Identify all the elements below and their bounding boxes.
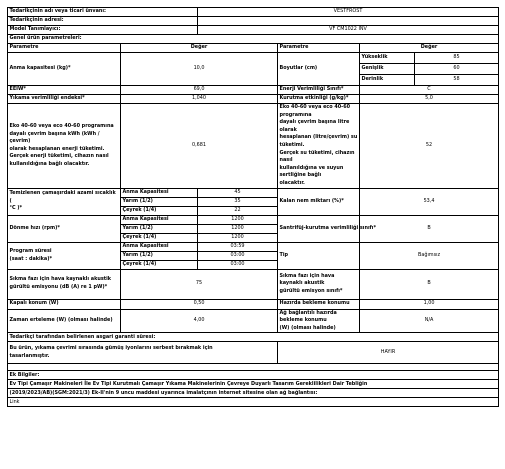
standby-mode-label: Hazırda bekleme konumu — [278, 299, 360, 309]
warranty-header: Tedarikçi tarafından belirlenen asgari garanti süresi: — [8, 333, 499, 342]
supplier-address-value — [198, 17, 499, 26]
silver-ion-value: HAYIR — [278, 342, 499, 364]
standby-mode-value: 1,00 — [360, 299, 499, 309]
networked-standby-label — [278, 309, 360, 333]
noise-line: Sıkma fazı için hava kaynaklı akustik — [9, 276, 112, 283]
eeiw-label: EEIW* — [8, 86, 121, 95]
supplier-name-value: VESTFROST — [198, 8, 499, 17]
energy-line: dayalı çevrim başına kWh (kWh / çevrim) — [9, 130, 100, 145]
energy-class-value: C — [360, 86, 499, 95]
eeiw-value: 69,0 — [121, 86, 278, 95]
water-line: kullanıldığına ve suyun sertliğine bağlı — [279, 164, 344, 179]
water-consumption-value: 52 — [360, 104, 499, 189]
noise-line: gürültü emisyonu (dB (A) re 1 pW)* — [9, 284, 108, 291]
height-value: 85 — [415, 53, 499, 64]
duration-line: (saat : dakika)* — [9, 255, 53, 262]
parameters-table — [7, 7, 499, 407]
drying-efficiency-label: Kurutma etkinliği (g/kg)* — [278, 95, 360, 104]
extra-info-line-1: Ev Tipi Çamaşır Makineleri İle Ev Tipi Kurutmalı Çamaşır Yıkama Makinelerinin Çevreye Duyarlı Tasarım Gereklilikleri Dair Tebliğin — [8, 380, 499, 389]
depth-value: 58 — [415, 75, 499, 86]
rated-capacity-value: 10,0 — [121, 53, 278, 86]
networked-standby-value: N/A — [360, 309, 499, 333]
noise-emission-value: 75 — [121, 269, 278, 299]
noise-class-value: B — [360, 269, 499, 299]
link-label: Link — [8, 398, 499, 407]
temp-sub-value: 35 — [198, 197, 278, 206]
drying-efficiency-value: 5,0 — [360, 95, 499, 104]
water-line: hesaplanan (litre/çevrim) su tüketimi. — [279, 134, 358, 148]
param-header-right: Parametre — [278, 44, 360, 53]
value-header-right: Değer — [360, 44, 499, 53]
param-header-left: Parametre — [8, 44, 121, 53]
depth-label: Derinlik — [360, 75, 415, 86]
temp-sub-label: Yarım (1/2) — [121, 197, 198, 206]
extra-info-line-2: (2019/2023/AB)(SGM:2021/3) Ek-II'nin 9 uncu maddesi uyarınca imalatçının internet sitesine olan ağ bağlantısı: — [8, 389, 499, 398]
general-parameters-header: Genel ürün parametreleri: — [8, 35, 499, 44]
spin-sub-label: Çeyrek (1/4) — [121, 233, 198, 242]
noise-emission-label — [8, 269, 121, 299]
product-information-sheet — [7, 7, 499, 407]
temp-sub-label: Anma Kapasitesi — [121, 188, 198, 197]
energy-line: olarak hesaplanan enerji tüketimi. — [9, 145, 105, 152]
duration-sub-label: Çeyrek (1/4) — [121, 260, 198, 269]
energy-line: Eko 40-60 veya eco 40-60 programına — [9, 122, 114, 129]
height-label: Yükseklik — [360, 53, 415, 64]
temp-sub-label: Çeyrek (1/4) — [121, 206, 198, 215]
supplier-address-label: Tedarikçinin adresi: — [8, 17, 198, 26]
spin-sub-label: Yarım (1/2) — [121, 224, 198, 233]
temp-sub-value: 22 — [198, 206, 278, 215]
rated-capacity-label: Anma kapasitesi (kg)* — [8, 53, 121, 86]
energy-line: Gerçek enerji tüketimi, cihazın nasıl — [9, 153, 109, 160]
type-label: Tip — [278, 242, 360, 269]
off-mode-value: 0,50 — [121, 299, 278, 309]
width-value: 60 — [415, 64, 499, 75]
spin-sub-value: 1200 — [198, 215, 278, 224]
temp-line: Temizlenen çamaşırdaki azami sıcaklık ( — [9, 190, 116, 204]
duration-sub-value: 03:59 — [198, 242, 278, 251]
silver-line: Bu ürün, yıkama çevrimi sırasında gümüş iyonlarını serbest bırakmak için — [9, 345, 213, 352]
model-value: VF CM1022 INV — [198, 26, 499, 35]
extra-info-title: Ek Bilgiler: — [8, 371, 499, 380]
off-mode-label: Kapalı konum (W) — [8, 299, 121, 309]
energy-consumption-label — [8, 104, 121, 189]
dimensions-label: Boyutlar (cm) — [278, 53, 360, 86]
remaining-moisture-value: 53,4 — [360, 188, 499, 215]
delay-start-value: 4,00 — [121, 309, 278, 333]
noise-class-line: gürültü emisyon sınıfı* — [279, 287, 343, 294]
washing-index-value: 1,040 — [121, 95, 278, 104]
temp-line: °C )* — [9, 205, 23, 212]
network-line: Ağ bağlantılı hazırda bekleme konumu — [279, 309, 337, 324]
temp-sub-value: 45 — [198, 188, 278, 197]
noise-class-line: Sıkma fazı için hava kaynaklı akustik — [279, 272, 335, 287]
energy-consumption-value: 0,681 — [121, 104, 278, 189]
spin-class-value: B — [360, 215, 499, 242]
energy-class-label: Enerji Verimliliği Sınıfı* — [278, 86, 360, 95]
remaining-moisture-label: Kalan nem miktarı (%)* — [278, 188, 360, 215]
water-line: Gerçek su tüketimi, cihazın nasıl — [279, 149, 355, 164]
spin-speed-label: Dönme hızı (rpm)* — [8, 215, 121, 242]
spin-class-label: Santrifüj-kurutma verimliliği sınıfı* — [278, 215, 360, 242]
value-header-left: Değer — [121, 44, 278, 53]
spin-sub-label: Anma Kapasitesi — [121, 215, 198, 224]
spin-sub-value: 1200 — [198, 224, 278, 233]
duration-sub-label: Anma Kapasitesi — [121, 242, 198, 251]
duration-sub-value: 03:00 — [198, 251, 278, 260]
silver-line: tasarlanmıştır. — [9, 352, 50, 359]
water-line: dayalı çevrim başına litre olarak — [279, 119, 350, 133]
water-line: Eko 40-60 veya eco 40-60 programına — [279, 104, 350, 118]
duration-sub-label: Yarım (1/2) — [121, 251, 198, 260]
width-label: Genişlik — [360, 64, 415, 75]
program-duration-label — [8, 242, 121, 269]
water-line: olacaktır. — [279, 179, 305, 186]
water-consumption-label — [278, 104, 360, 189]
type-value: Bağımsız — [360, 242, 499, 269]
washing-index-label: Yıkama verimliliği endeksi* — [8, 95, 121, 104]
network-line: (W) (olması halinde) — [279, 324, 336, 331]
delay-start-label: Zaman erteleme (W) (olması halinde) — [8, 309, 121, 333]
max-temperature-label — [8, 188, 121, 215]
duration-sub-value: 03:00 — [198, 260, 278, 269]
energy-line: kullanıldığına bağlı olacaktır. — [9, 160, 90, 167]
spin-sub-value: 1200 — [198, 233, 278, 242]
spacer-row — [8, 364, 499, 371]
silver-ion-label — [8, 342, 278, 364]
model-label: Model Tanımlayıcı: — [8, 26, 198, 35]
duration-line: Program süresi — [9, 247, 52, 254]
noise-class-label — [278, 269, 360, 299]
supplier-name-label: Tedarikçinin adı veya ticari ünvanı: — [8, 8, 198, 17]
